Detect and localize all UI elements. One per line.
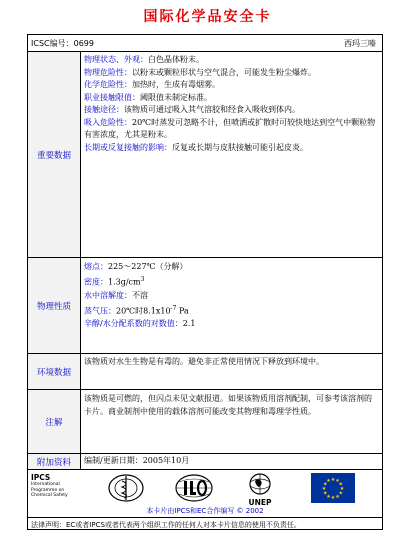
ilo-emblem-icon: [173, 473, 215, 503]
eu-star-icon: ★: [330, 477, 336, 483]
notes-text: 该物质是可燃的，但闪点未见文献报道。如果该物质用溶剂配制，可参考该溶剂的卡片。商业制剂中使用的载体溶剂可能改变其物理和毒理学性质。: [84, 394, 372, 416]
eu-star-icon: ★: [326, 493, 331, 500]
eu-star-icon: ★: [322, 481, 328, 488]
icsc-number: 0699: [73, 39, 94, 48]
icsc-code: [31, 38, 94, 49]
line-exposure-limit: 职业接触限值：阈限值未制定标准。: [84, 92, 212, 102]
icsc-label: ICSC编号：: [31, 39, 74, 48]
footer-logos: [28, 469, 382, 517]
eu-star-icon: ★: [326, 478, 331, 485]
line-solubility: 水中溶解度：不溶: [84, 290, 148, 300]
eu-star-icon: ★: [322, 490, 328, 497]
eu-star-icon: ★: [339, 486, 345, 492]
line-vapor-pressure: 蒸气压：20℃时$8.1x10^{-7}$ Pa: [84, 304, 189, 316]
eu-star-icon: ★: [338, 490, 344, 497]
environment-text: 该物质对水生生物是有毒的。避免非正常使用情况下释放到环境中。: [84, 357, 324, 366]
line-state: 物理状态、外观：白色晶体粉末。: [84, 55, 204, 64]
unep-globe-icon: [245, 472, 275, 496]
important-content: [81, 52, 382, 257]
line-physical-hazard: 物理危险性：以粉末或颗粒形状与空气混合，可能发生粉尘爆炸。: [84, 67, 316, 77]
chemical-name: 西玛三嗪: [344, 39, 376, 48]
disclaimer-text: 法律声明：EC或者IPCS或者代表两个组织工作的任何人对本卡片信息的使用不负责任。: [31, 521, 301, 529]
card-header: [28, 35, 382, 51]
section-additional: [28, 453, 382, 469]
section-physical: [28, 257, 382, 353]
line-melting-point: 熔点：225～227℃（分解）: [84, 262, 188, 271]
footer-credit: 本卡片由IPCS和EC合作编写 © 2002: [146, 507, 264, 515]
section-environment: [28, 353, 382, 389]
eu-star-icon: ★: [335, 478, 340, 485]
eu-flag-icon: [311, 473, 355, 503]
line-density: 密度：$1.3g/cm^3$: [84, 276, 145, 287]
section-label-physical: 物理性质: [28, 258, 81, 353]
section-label-environment: 环境数据: [28, 354, 81, 389]
ipcs-title: IPCS: [31, 473, 51, 482]
eu-star-icon: ★: [321, 486, 327, 492]
eu-star-icon: ★: [338, 481, 344, 488]
card-title: 国际化学品安全卡: [143, 9, 272, 25]
eu-star-icon: ★: [335, 493, 340, 500]
unep-logo: [242, 472, 278, 507]
eu-star-icon: ★: [330, 495, 336, 501]
section-label-additional: 附加资料: [28, 454, 81, 469]
line-chemical-hazard: 化学危险性：加热时，生成有毒烟雾。: [84, 80, 220, 89]
section-label-important: 重要数据: [28, 52, 81, 257]
unep-label: UNEP: [248, 498, 272, 507]
section-notes: [28, 389, 382, 453]
ipcs-subtitle: International Programme on Chemical Safety: [31, 482, 68, 498]
who-emblem-icon: [106, 473, 146, 503]
line-exposure-route: 接触途径：该物质可通过吸入其气溶胶和经食入吸收到体内。: [84, 105, 300, 114]
additional-text: 编制/更新日期：2005年10月: [84, 456, 190, 465]
section-important: [28, 51, 382, 257]
safety-card: [27, 34, 383, 530]
footer-disclaimer: [28, 517, 382, 531]
line-logkow: 辛醇/水分配系数的对数值：2.1: [84, 319, 196, 329]
line-long-term-effects: 长期或反复接触的影响：反复或长期与皮肤接触可能引起皮炎。: [84, 142, 308, 152]
ipcs-logo: [31, 473, 93, 499]
physical-content: [81, 258, 382, 353]
line-inhalation-risk: 吸入危险性：20℃时蒸发可忽略不计，但喷洒或扩散时可较快地达到空气中颗粒物有害浓度，尤其是粉末。: [84, 117, 376, 139]
section-label-notes: 注解: [28, 390, 81, 453]
